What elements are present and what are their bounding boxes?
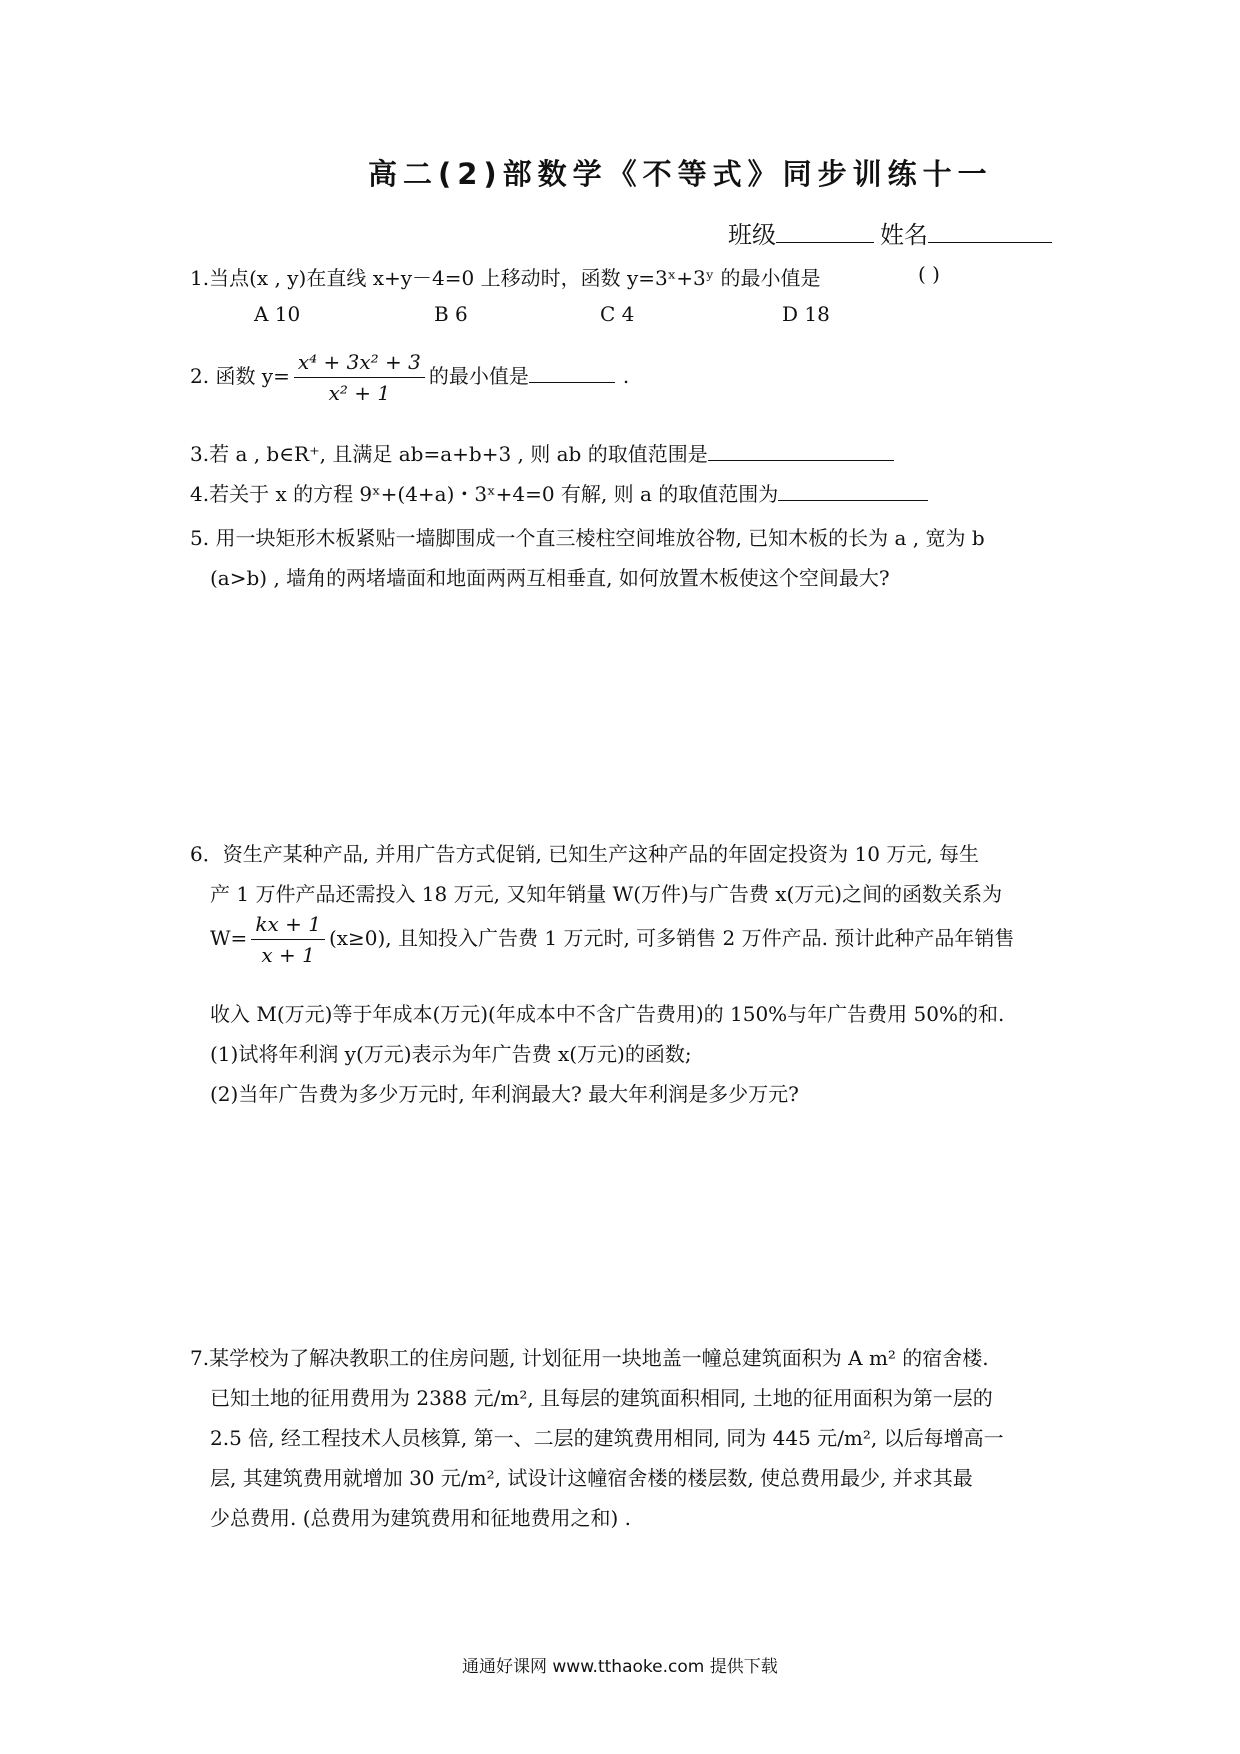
question-6-line-5: (1)试将年利润 y(万元)表示为年广告费 x(万元)的函数;	[210, 1042, 692, 1066]
question-6-w-prefix: W=	[210, 926, 248, 950]
class-field	[728, 215, 874, 250]
question-6-line-3-rest: (x≥0), 且知投入广告费 1 万元时, 可多销售 2 万件产品. 预计此种产品年销售	[328, 926, 1015, 950]
question-2-end: .	[622, 364, 630, 388]
question-6-line-4: 收入 M(万元)等于年成本(万元)(年成本中不含广告费用)的 150%与年广告费用 50%的和.	[210, 1002, 1005, 1026]
question-7-line-3: 2.5 倍, 经工程技术人员核算, 第一、二层的建筑费用相同, 同为 445 元/m², 以后每增高一	[210, 1426, 1004, 1450]
question-6-denominator: x + 1	[261, 943, 315, 967]
page-title: 高二(2)部数学《不等式》同步训练十一	[368, 157, 993, 191]
question-3	[190, 438, 894, 467]
question-2-numerator: x⁴ + 3x² + 3	[294, 350, 425, 378]
question-6-line-1: 6．资生产某种产品, 并用广告方式促销, 已知生产这种产品的年固定投资为 10 万元, 每生	[190, 842, 980, 866]
question-7-line-5: 少总费用. (总费用为建筑费用和征地费用之和) .	[210, 1506, 632, 1530]
name-label: 姓名	[880, 221, 928, 249]
question-1-answer-paren: ( )	[918, 262, 940, 286]
question-1-option-d: D 18	[782, 302, 830, 326]
question-6-fraction	[251, 912, 325, 967]
question-4	[190, 478, 928, 507]
question-7-line-2: 已知土地的征用费用为 2388 元/m², 且每层的建筑面积相同, 土地的征用面积为第一层的	[210, 1386, 993, 1410]
question-5-line-1: 5. 用一块矩形木板紧贴一墙脚围成一个直三棱柱空间堆放谷物, 已知木板的长为 a , 宽为 b	[190, 526, 985, 550]
question-4-text: 4.若关于 x 的方程 9ˣ+(4+a)・3ˣ+4=0 有解, 则 a 的取值范围为	[190, 482, 779, 506]
class-label: 班级	[728, 221, 776, 249]
question-3-blank	[708, 442, 894, 461]
question-1-text: 1.当点(x , y)在直线 x+y－4=0 上移动时，函数 y=3ˣ+3ʸ 的最小值是	[190, 266, 821, 290]
question-2-fraction	[294, 350, 425, 405]
question-1-option-c: C 4	[600, 302, 635, 326]
question-2-denominator: x² + 1	[328, 381, 391, 405]
name-field	[880, 215, 1052, 250]
class-blank	[776, 224, 874, 243]
question-2	[190, 350, 629, 405]
question-6-line-6: (2)当年广告费为多少万元时, 年利润最大? 最大年利润是多少万元?	[210, 1082, 799, 1106]
name-blank	[928, 224, 1052, 243]
question-2-prefix: 2. 函数 y=	[190, 364, 290, 388]
question-6-line-3	[210, 912, 1014, 967]
question-1-option-a: A 10	[254, 302, 301, 326]
footer-credit: 通通好课网 www.tthaoke.com 提供下载	[462, 1657, 778, 1677]
question-2-suffix: 的最小值是	[428, 364, 529, 388]
question-1-option-b: B 6	[434, 302, 468, 326]
question-6-line-2: 产 1 万件产品还需投入 18 万元, 又知年销量 W(万件)与广告费 x(万元)之间的函数关系为	[210, 882, 1003, 906]
question-6-numerator: kx + 1	[251, 912, 325, 940]
question-4-blank	[778, 482, 928, 501]
question-7-line-1: 7.某学校为了解决教职工的住房问题, 计划征用一块地盖一幢总建筑面积为 A m² 的宿舍楼.	[190, 1346, 989, 1370]
question-3-text: 3.若 a , b∈R⁺, 且满足 ab=a+b+3 , 则 ab 的取值范围是	[190, 442, 708, 466]
question-2-blank	[529, 364, 615, 383]
question-5-line-2: (a>b) , 墙角的两堵墙面和地面两两互相垂直, 如何放置木板使这个空间最大?	[210, 566, 890, 590]
question-7-line-4: 层, 其建筑费用就增加 30 元/m², 试设计这幢宿舍楼的楼层数, 使总费用最少, 并求其最	[210, 1466, 973, 1490]
